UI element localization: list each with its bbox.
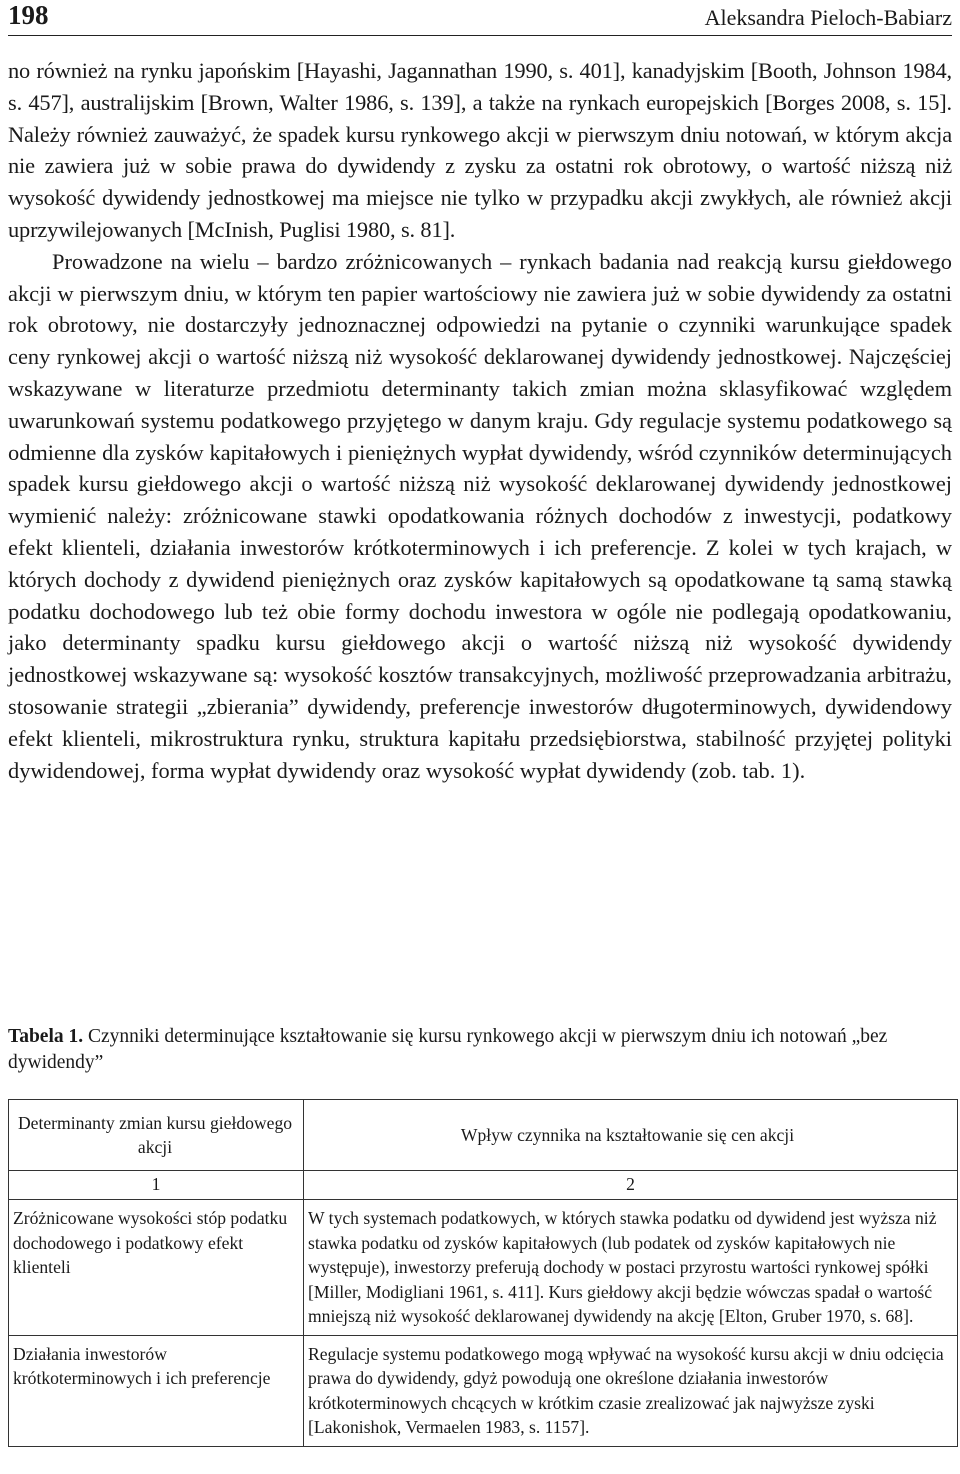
table-cell-impact: W tych systemach podatkowych, w których stawka podatku od dywidend jest wyższa niż stawka podatku od zysków kapitałowych (lub podatek od zysków kapitałowych nie występuje), inwestorzy preferują dochody w postaci przyrostu wartości rynkowej spółki [Miller, Modigliani 1961, s. 411]. Kurs giełdowy akcji będzie wówczas spadał o wartość mniejszą niż wysokość deklarowanej dywidendy na akcję [Elton, Gruber 1970, s. 68].: [304, 1200, 958, 1336]
column-number: 2: [304, 1171, 958, 1200]
table-caption-label: Tabela 1.: [8, 1026, 84, 1047]
page-header: [8, 0, 952, 36]
table-row: [9, 1200, 958, 1336]
column-number: 1: [9, 1171, 304, 1200]
table-header-determinants: Determinanty zmian kursu giełdowego akcji: [9, 1100, 304, 1171]
table-header-impact: Wpływ czynnika na kształtowanie się cen akcji: [304, 1100, 958, 1171]
paragraph: Prowadzone na wielu – bardzo zróżnicowanych – rynkach badania nad reakcją kursu giełdowego akcji w pierwszym dniu, w którym ten papier wartościowy nie zawiera już w sobie dywidendy za ostatni rok obrotowy, nie dostarczyły jednoznacznej odpowiedzi na pytanie o czynniki warunkujące spadek ceny rynkowej akcji o wartość niższą niż wysokość deklarowanej dywidendy jednostkowej. Najczęściej wskazywane w literaturze przedmiotu determinanty takich zmian można sklasyfikować względem uwarunkowań systemu podatkowego przyjętego w danym kraju. Gdy regulacje systemu podatkowego są odmienne dla zysków kapitałowych i pieniężnych wypłat dywidendy, wśród czynników determinujących spadek kursu giełdowego akcji o wartość niższą niż wysokość deklarowanej dywidendy jednostkowej wymienić należy: zróżnicowane stawki opodatkowania różnych dochodów z inwestycji, podatkowy efekt klienteli, działania inwestorów krótkoterminowych i ich preferencje. Z kolei w tych krajach, w których dochody z dywidend pieniężnych oraz zysków kapitałowych są opodatkowane tą samą stawką podatku dochodowego lub też obie formy dochodu inwestora w ogóle nie podlegają opodatkowaniu, jako determinanty spadku kursu giełdowego akcji o wartość niższą niż wysokość dywidendy jednostkowej wskazywane są: wysokość kosztów transakcyjnych, możliwość przeprowadzania arbitrażu, stosowanie strategii „zbierania” dywidendy, preferencje inwestorów długoterminowych, dywidendowy efekt klienteli, mikrostruktura rynku, struktura kapitału przedsiębiorstwa, stabilność przyjętej polityki dywidendowej, forma wypłat dywidendy oraz wysokość wypłat dywidendy (zob. tab. 1).: [8, 248, 952, 783]
table-cell-impact: Regulacje systemu podatkowego mogą wpływać na wysokość kursu akcji w dniu odcięcia prawa do dywidendy, gdyż powodują one określone działania inwestorów krótkoterminowych chcących w krótkim czasie zrealizować jak najwyższe zyski [Lakonishok, Vermaelen 1983, s. 1157].: [304, 1335, 958, 1446]
table-caption-text: Czynniki determinujące kształtowanie się kursu rynkowego akcji w pierwszym dniu ich notowań „bez dywidendy”: [8, 1026, 888, 1073]
table-cell-factor: Działania inwestorów krótkoterminowych i ich preferencje: [9, 1335, 304, 1446]
table-header-row: [9, 1100, 958, 1171]
determinants-table: [8, 1099, 958, 1447]
table-column-numbers-row: [9, 1171, 958, 1200]
table-cell-factor: Zróżnicowane wysokości stóp podatku dochodowego i podatkowy efekt klienteli: [9, 1200, 304, 1336]
body-text: [8, 55, 952, 786]
table-row: [9, 1335, 958, 1446]
page-number: 198: [8, 0, 49, 30]
running-head-author: Aleksandra Pieloch-Babiarz: [704, 5, 952, 30]
table-caption: [8, 1024, 952, 1076]
paragraph-continued: no również na rynku japońskim [Hayashi, Jagannathan 1990, s. 401], kanadyjskim [Booth, Johnson 1984, s. 457], australijskim [Brown, Walter 1986, s. 139], a także na rynkach europejskich [Borges 2008, s. 15]. Należy również zauważyć, że spadek kursu rynkowego akcji w pierwszym dniu notowań, w którym akcja nie zawiera już w sobie prawa do dywidendy z zysku za ostatni rok obrotowy, o wartość niższą niż wysokość dywidendy jednostkowej ma miejsce nie tylko w przypadku akcji zwykłych, ale również akcji uprzywilejowanych [McInish, Puglisi 1980, s. 81].: [8, 58, 952, 242]
